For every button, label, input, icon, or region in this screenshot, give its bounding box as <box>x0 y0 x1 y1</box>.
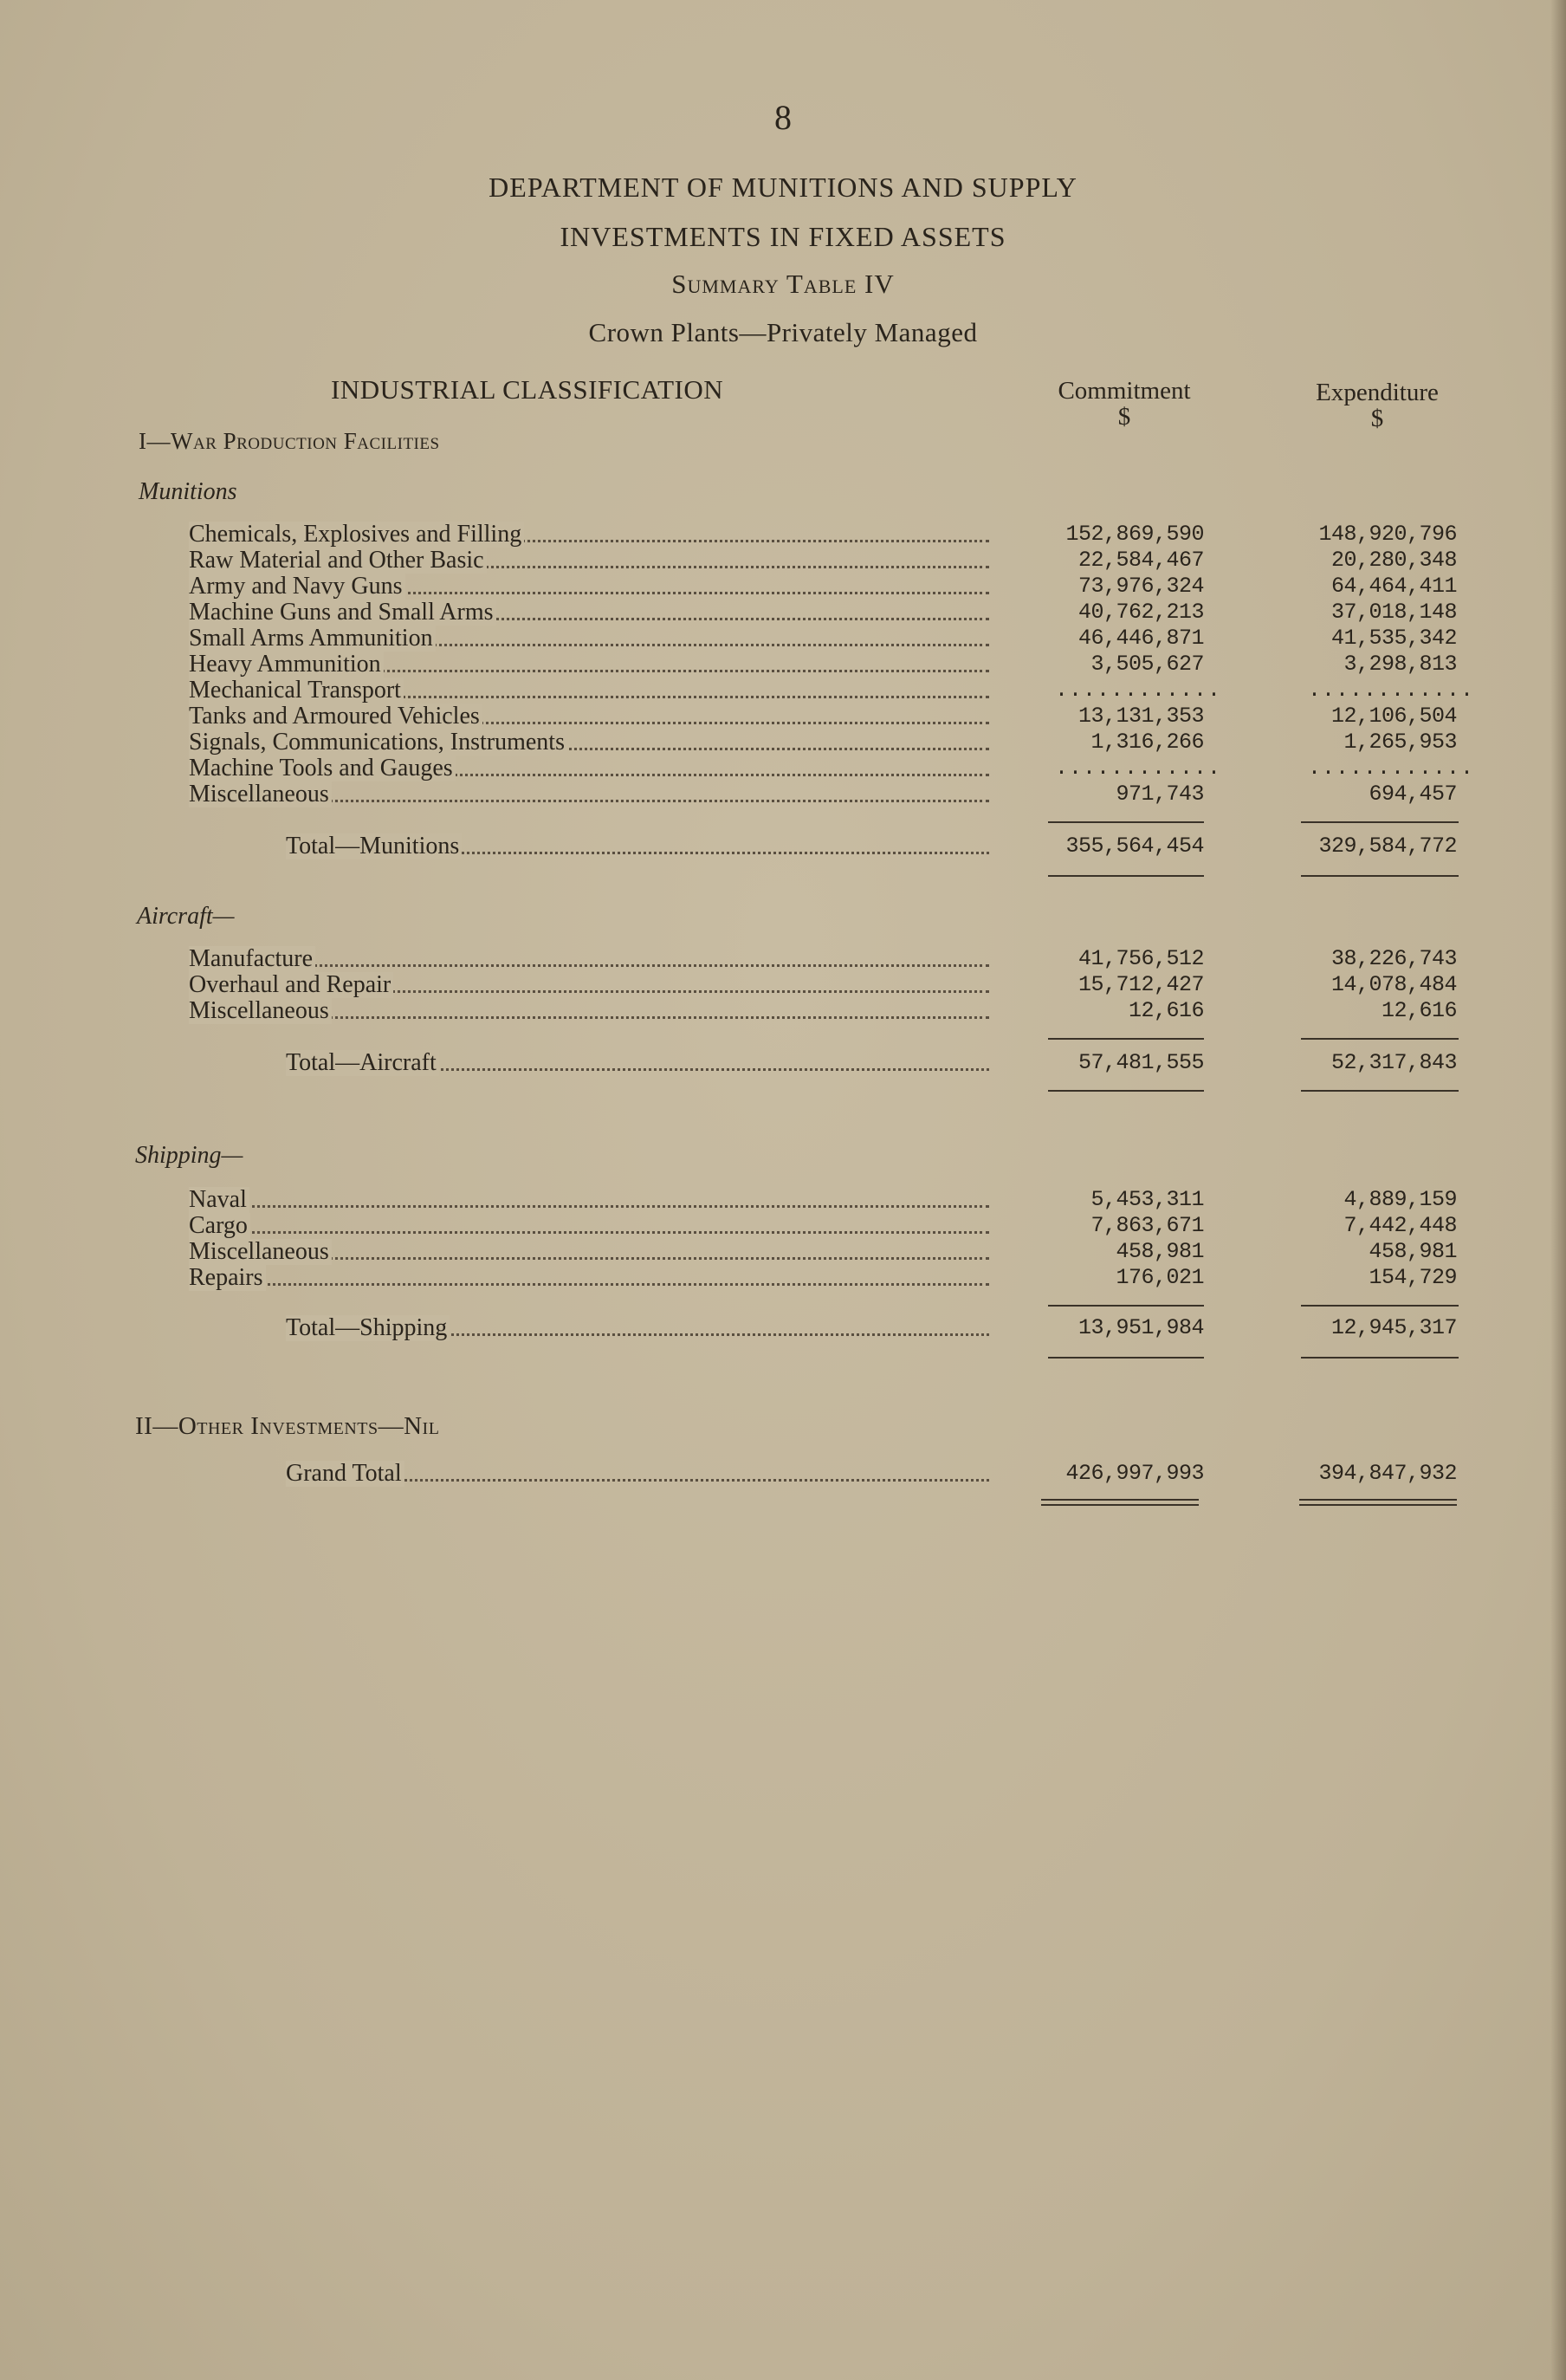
row-label: Repairs <box>189 1265 266 1291</box>
table-caption: Crown Plants—Privately Managed <box>588 317 978 347</box>
commitment-value: 3,505,627 <box>1090 652 1204 677</box>
expenditure-value: 3,298,813 <box>1343 652 1457 677</box>
expenditure-value: 12,945,317 <box>1330 1315 1457 1340</box>
expenditure-value: 394,847,932 <box>1318 1461 1457 1486</box>
expenditure-value: 154,729 <box>1369 1265 1457 1290</box>
commitment-value: 176,021 <box>1116 1265 1204 1290</box>
table-row <box>189 998 1462 1024</box>
subtotal-rule <box>1048 1305 1204 1307</box>
commitment-value: 73,976,324 <box>1077 574 1204 599</box>
row-label: Total—Shipping <box>286 1315 450 1341</box>
expenditure-value: 7,442,448 <box>1343 1213 1457 1238</box>
table-row <box>189 730 1462 756</box>
table-row <box>189 600 1462 626</box>
expenditure-value: 20,280,348 <box>1330 548 1457 573</box>
total-rule <box>1048 1090 1204 1092</box>
row-label: Total—Munitions <box>286 833 462 859</box>
table-row-total <box>286 1315 1559 1341</box>
commitment-value: 13,951,984 <box>1077 1315 1204 1340</box>
table-row <box>189 677 1475 704</box>
table-row <box>189 972 1462 998</box>
expenditure-value: 64,464,411 <box>1330 574 1457 599</box>
total-rule <box>1048 1357 1204 1359</box>
classification-header: INDUSTRIAL CLASSIFICATION <box>331 374 724 405</box>
row-label: Chemicals, Explosives and Filling <box>189 522 524 548</box>
section-other-investments: II—Other Investments—Nil <box>135 1412 440 1440</box>
commitment-value: 152,869,590 <box>1065 522 1204 547</box>
table-row <box>189 522 1462 548</box>
expenditure-value: 694,457 <box>1369 781 1457 807</box>
commitment-header-label: Commitment <box>1058 377 1191 405</box>
row-label: Grand Total <box>286 1461 404 1487</box>
expenditure-value: 37,018,148 <box>1330 600 1457 625</box>
row-label: Manufacture <box>189 946 315 972</box>
page-number: 8 <box>774 98 792 137</box>
commitment-value: ............ <box>1055 678 1222 703</box>
row-label: Mechanical Transport <box>189 678 404 704</box>
row-label: Miscellaneous <box>189 998 332 1024</box>
table-row <box>189 1213 1462 1239</box>
section-war-production: I—War Production Facilities <box>139 428 440 454</box>
commitment-value: 22,584,467 <box>1077 548 1204 573</box>
total-rule <box>1301 1357 1459 1359</box>
total-rule <box>1301 1090 1459 1092</box>
commitment-value: 5,453,311 <box>1090 1187 1204 1212</box>
expenditure-header-unit: $ <box>1370 405 1384 433</box>
row-label: Miscellaneous <box>189 781 332 807</box>
expenditure-value: 148,920,796 <box>1318 522 1457 547</box>
row-label: Total—Aircraft <box>286 1050 439 1076</box>
row-label: Cargo <box>189 1213 250 1239</box>
table-row <box>189 574 1462 600</box>
commitment-value: 13,131,353 <box>1077 704 1204 729</box>
row-label: Overhaul and Repair <box>189 972 393 998</box>
expenditure-value: ............ <box>1308 678 1475 703</box>
table-row-grand-total <box>286 1461 1559 1487</box>
table-row-total <box>286 1050 1559 1076</box>
expenditure-value: 41,535,342 <box>1330 626 1457 651</box>
total-rule <box>1301 875 1459 877</box>
expenditure-value: ............ <box>1308 756 1475 781</box>
table-row <box>189 548 1462 574</box>
dot-leader <box>189 1283 989 1286</box>
expenditure-value: 4,889,159 <box>1343 1187 1457 1212</box>
dot-leader <box>189 1231 989 1234</box>
commitment-value: 46,446,871 <box>1077 626 1204 651</box>
row-label: Signals, Communications, Instruments <box>189 730 567 756</box>
expenditure-value: 1,265,953 <box>1343 730 1457 755</box>
commitment-header <box>1012 378 1237 431</box>
dot-leader <box>189 1205 989 1208</box>
commitment-value: 7,863,671 <box>1090 1213 1204 1238</box>
table-row <box>189 755 1475 781</box>
grand-total-double-rule <box>1299 1499 1457 1506</box>
table-row <box>189 1265 1462 1291</box>
munitions-heading: Munitions <box>139 478 237 505</box>
table-row <box>189 781 1462 807</box>
subtotal-rule <box>1301 1038 1459 1040</box>
row-label: Tanks and Armoured Vehicles <box>189 704 482 730</box>
expenditure-value: 329,584,772 <box>1318 833 1457 859</box>
table-row <box>189 1239 1462 1265</box>
table-row <box>189 626 1462 652</box>
commitment-value: 40,762,213 <box>1077 600 1204 625</box>
row-label: Heavy Ammunition <box>189 652 384 678</box>
table-row <box>189 652 1462 678</box>
commitment-value: 971,743 <box>1116 781 1204 807</box>
table-row-total <box>286 833 1559 859</box>
row-label: Naval <box>189 1187 249 1213</box>
commitment-value: ............ <box>1055 756 1222 781</box>
commitment-value: 12,616 <box>1128 998 1204 1023</box>
row-label: Machine Tools and Gauges <box>189 756 456 781</box>
page-edge-shadow <box>1550 0 1566 2380</box>
subtotal-rule <box>1048 1038 1204 1040</box>
table-row <box>189 1187 1462 1213</box>
commitment-value: 458,981 <box>1116 1239 1204 1264</box>
row-label: Raw Material and Other Basic <box>189 548 487 574</box>
shipping-heading: Shipping— <box>135 1142 243 1169</box>
commitment-value: 41,756,512 <box>1077 946 1204 971</box>
total-rule <box>1048 875 1204 877</box>
row-label: Small Arms Ammunition <box>189 626 436 652</box>
row-label: Miscellaneous <box>189 1239 332 1265</box>
grand-total-double-rule <box>1041 1499 1199 1506</box>
commitment-value: 15,712,427 <box>1077 972 1204 997</box>
expenditure-value: 38,226,743 <box>1330 946 1457 971</box>
commitment-value: 426,997,993 <box>1065 1461 1204 1486</box>
subtotal-rule <box>1301 821 1459 823</box>
table-row <box>189 946 1462 972</box>
expenditure-value: 52,317,843 <box>1330 1050 1457 1075</box>
row-label: Machine Guns and Small Arms <box>189 600 496 626</box>
document-title: DEPARTMENT OF MUNITIONS AND SUPPLY <box>489 172 1077 203</box>
commitment-value: 57,481,555 <box>1077 1050 1204 1075</box>
subtotal-rule <box>1301 1305 1459 1307</box>
table-name: Summary Table IV <box>671 269 895 299</box>
expenditure-value: 14,078,484 <box>1330 972 1457 997</box>
table-row <box>189 704 1462 730</box>
expenditure-header <box>1265 379 1490 432</box>
commitment-value: 355,564,454 <box>1065 833 1204 859</box>
subtotal-rule <box>1048 821 1204 823</box>
commitment-value: 1,316,266 <box>1090 730 1204 755</box>
document-subtitle: INVESTMENTS IN FIXED ASSETS <box>560 221 1006 252</box>
commitment-header-unit: $ <box>1117 403 1131 431</box>
expenditure-value: 12,106,504 <box>1330 704 1457 729</box>
expenditure-value: 12,616 <box>1381 998 1457 1023</box>
row-label: Army and Navy Guns <box>189 574 405 600</box>
expenditure-value: 458,981 <box>1369 1239 1457 1264</box>
expenditure-header-label: Expenditure <box>1316 379 1439 406</box>
aircraft-heading: Aircraft— <box>137 903 235 930</box>
